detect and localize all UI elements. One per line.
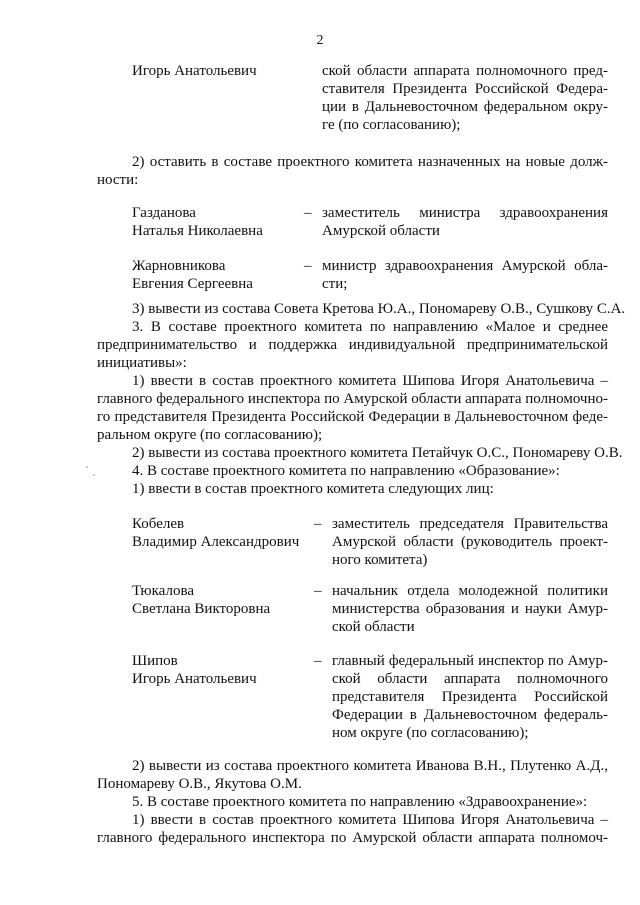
member-description-line: Федерации в Дальневосточном федераль- xyxy=(332,707,608,723)
dash-separator: – xyxy=(314,583,322,599)
paragraph-line: 2) вывести из состава проектного комитета Иванова В.Н., Плутенко А.Д., xyxy=(132,758,608,774)
dash-separator: – xyxy=(314,653,322,669)
member-description-line: Амурской области (руководитель проект- xyxy=(332,534,608,550)
member-description-line: министр здравоохранения Амурской обла- xyxy=(322,258,608,274)
paragraph-line: 3) вывести из состава Совета Кретова Ю.А., Пономареву О.В., Сушкову С.А. xyxy=(132,301,626,317)
paragraph-line: Пономареву О.В., Якутова О.М. xyxy=(97,776,302,792)
paragraph-line: 1) ввести в состав проектного комитета Шипова Игоря Анатольевича – xyxy=(132,373,608,389)
member-given-name: Владимир Александрович xyxy=(132,534,300,550)
member-description-line: заместитель председателя Правительства xyxy=(332,516,608,532)
scan-speck xyxy=(86,466,88,468)
member-given-name: Наталья Николаевна xyxy=(132,223,263,239)
paragraph-line: ности: xyxy=(97,172,139,188)
member-given-name: Светлана Викторовна xyxy=(132,601,271,617)
section-heading: 5. В составе проектного комитета по направлению «Здравоохранение»: xyxy=(132,794,588,810)
dash-separator: – xyxy=(314,516,322,532)
member-surname: Тюкалова xyxy=(132,583,194,599)
member-surname: Жарновникова xyxy=(132,258,226,274)
member-description-line: ного комитета) xyxy=(332,552,428,568)
member-surname: Шипов xyxy=(132,653,178,669)
member-description-line: сти; xyxy=(322,276,348,292)
member-description-line: ном округе (по согласованию); xyxy=(332,725,529,741)
member-description-line: начальник отдела молодежной политики xyxy=(332,583,608,599)
paragraph-line: главного федерального инспектора по Амурской области аппарата полномоч- xyxy=(97,830,608,846)
member-given-name: Евгения Сергеевна xyxy=(132,276,253,292)
dash-separator: – xyxy=(304,258,312,274)
member-description-line: представителя Президента Российской xyxy=(332,689,608,705)
member-description-line: ской области xyxy=(332,619,415,635)
member-description-line: ской области аппарата полномочного пред- xyxy=(322,63,608,79)
member-surname: Кобелев xyxy=(132,516,185,532)
paragraph-line: 2) оставить в составе проектного комитета назначенных на новые долж- xyxy=(132,154,608,170)
paragraph-line: го представителя Президента Российской Федерации в Дальневосточном феде- xyxy=(97,409,608,425)
scan-speck xyxy=(93,474,95,476)
paragraph-line: инициативы»: xyxy=(97,355,187,371)
member-description-line: заместитель министра здравоохранения xyxy=(322,205,608,221)
member-description-line: ской области аппарата полномочного xyxy=(332,671,608,687)
member-description-line: Амурской области xyxy=(322,223,440,239)
member-description-line: ге (по согласованию); xyxy=(322,117,461,133)
member-description-line: ставителя Президента Российской Федера- xyxy=(322,81,608,97)
dash-separator: – xyxy=(304,205,312,221)
section-heading: 4. В составе проектного комитета по направлению «Образование»: xyxy=(132,463,560,479)
member-description-line: министерства образования и науки Амур- xyxy=(332,601,608,617)
page-number: 2 xyxy=(316,33,324,48)
member-surname: Газданова xyxy=(132,205,196,221)
paragraph-line: 3. В составе проектного комитета по направлению «Малое и среднее xyxy=(132,319,608,335)
member-description-line: ции в Дальневосточном федеральном окру- xyxy=(322,99,608,115)
member-given-name: Игорь Анатольевич xyxy=(132,671,257,687)
member-description-line: главный федеральный инспектор по Амур- xyxy=(332,653,608,669)
paragraph-line: 1) ввести в состав проектного комитета Шипова Игоря Анатольевича – xyxy=(132,812,608,828)
member-name: Игорь Анатольевич xyxy=(132,63,257,79)
paragraph-line: главного федерального инспектора по Амурской области аппарата полномочно- xyxy=(97,391,608,407)
paragraph-line: предпринимательство и поддержка индивидуальной предпринимательской xyxy=(97,337,608,353)
paragraph-line: 1) ввести в состав проектного комитета следующих лиц: xyxy=(132,481,494,497)
paragraph-line: 2) вывести из состава проектного комитета Петайчук О.С., Пономареву О.В. xyxy=(132,445,623,461)
paragraph-line: ральном округе (по согласованию); xyxy=(97,427,323,443)
